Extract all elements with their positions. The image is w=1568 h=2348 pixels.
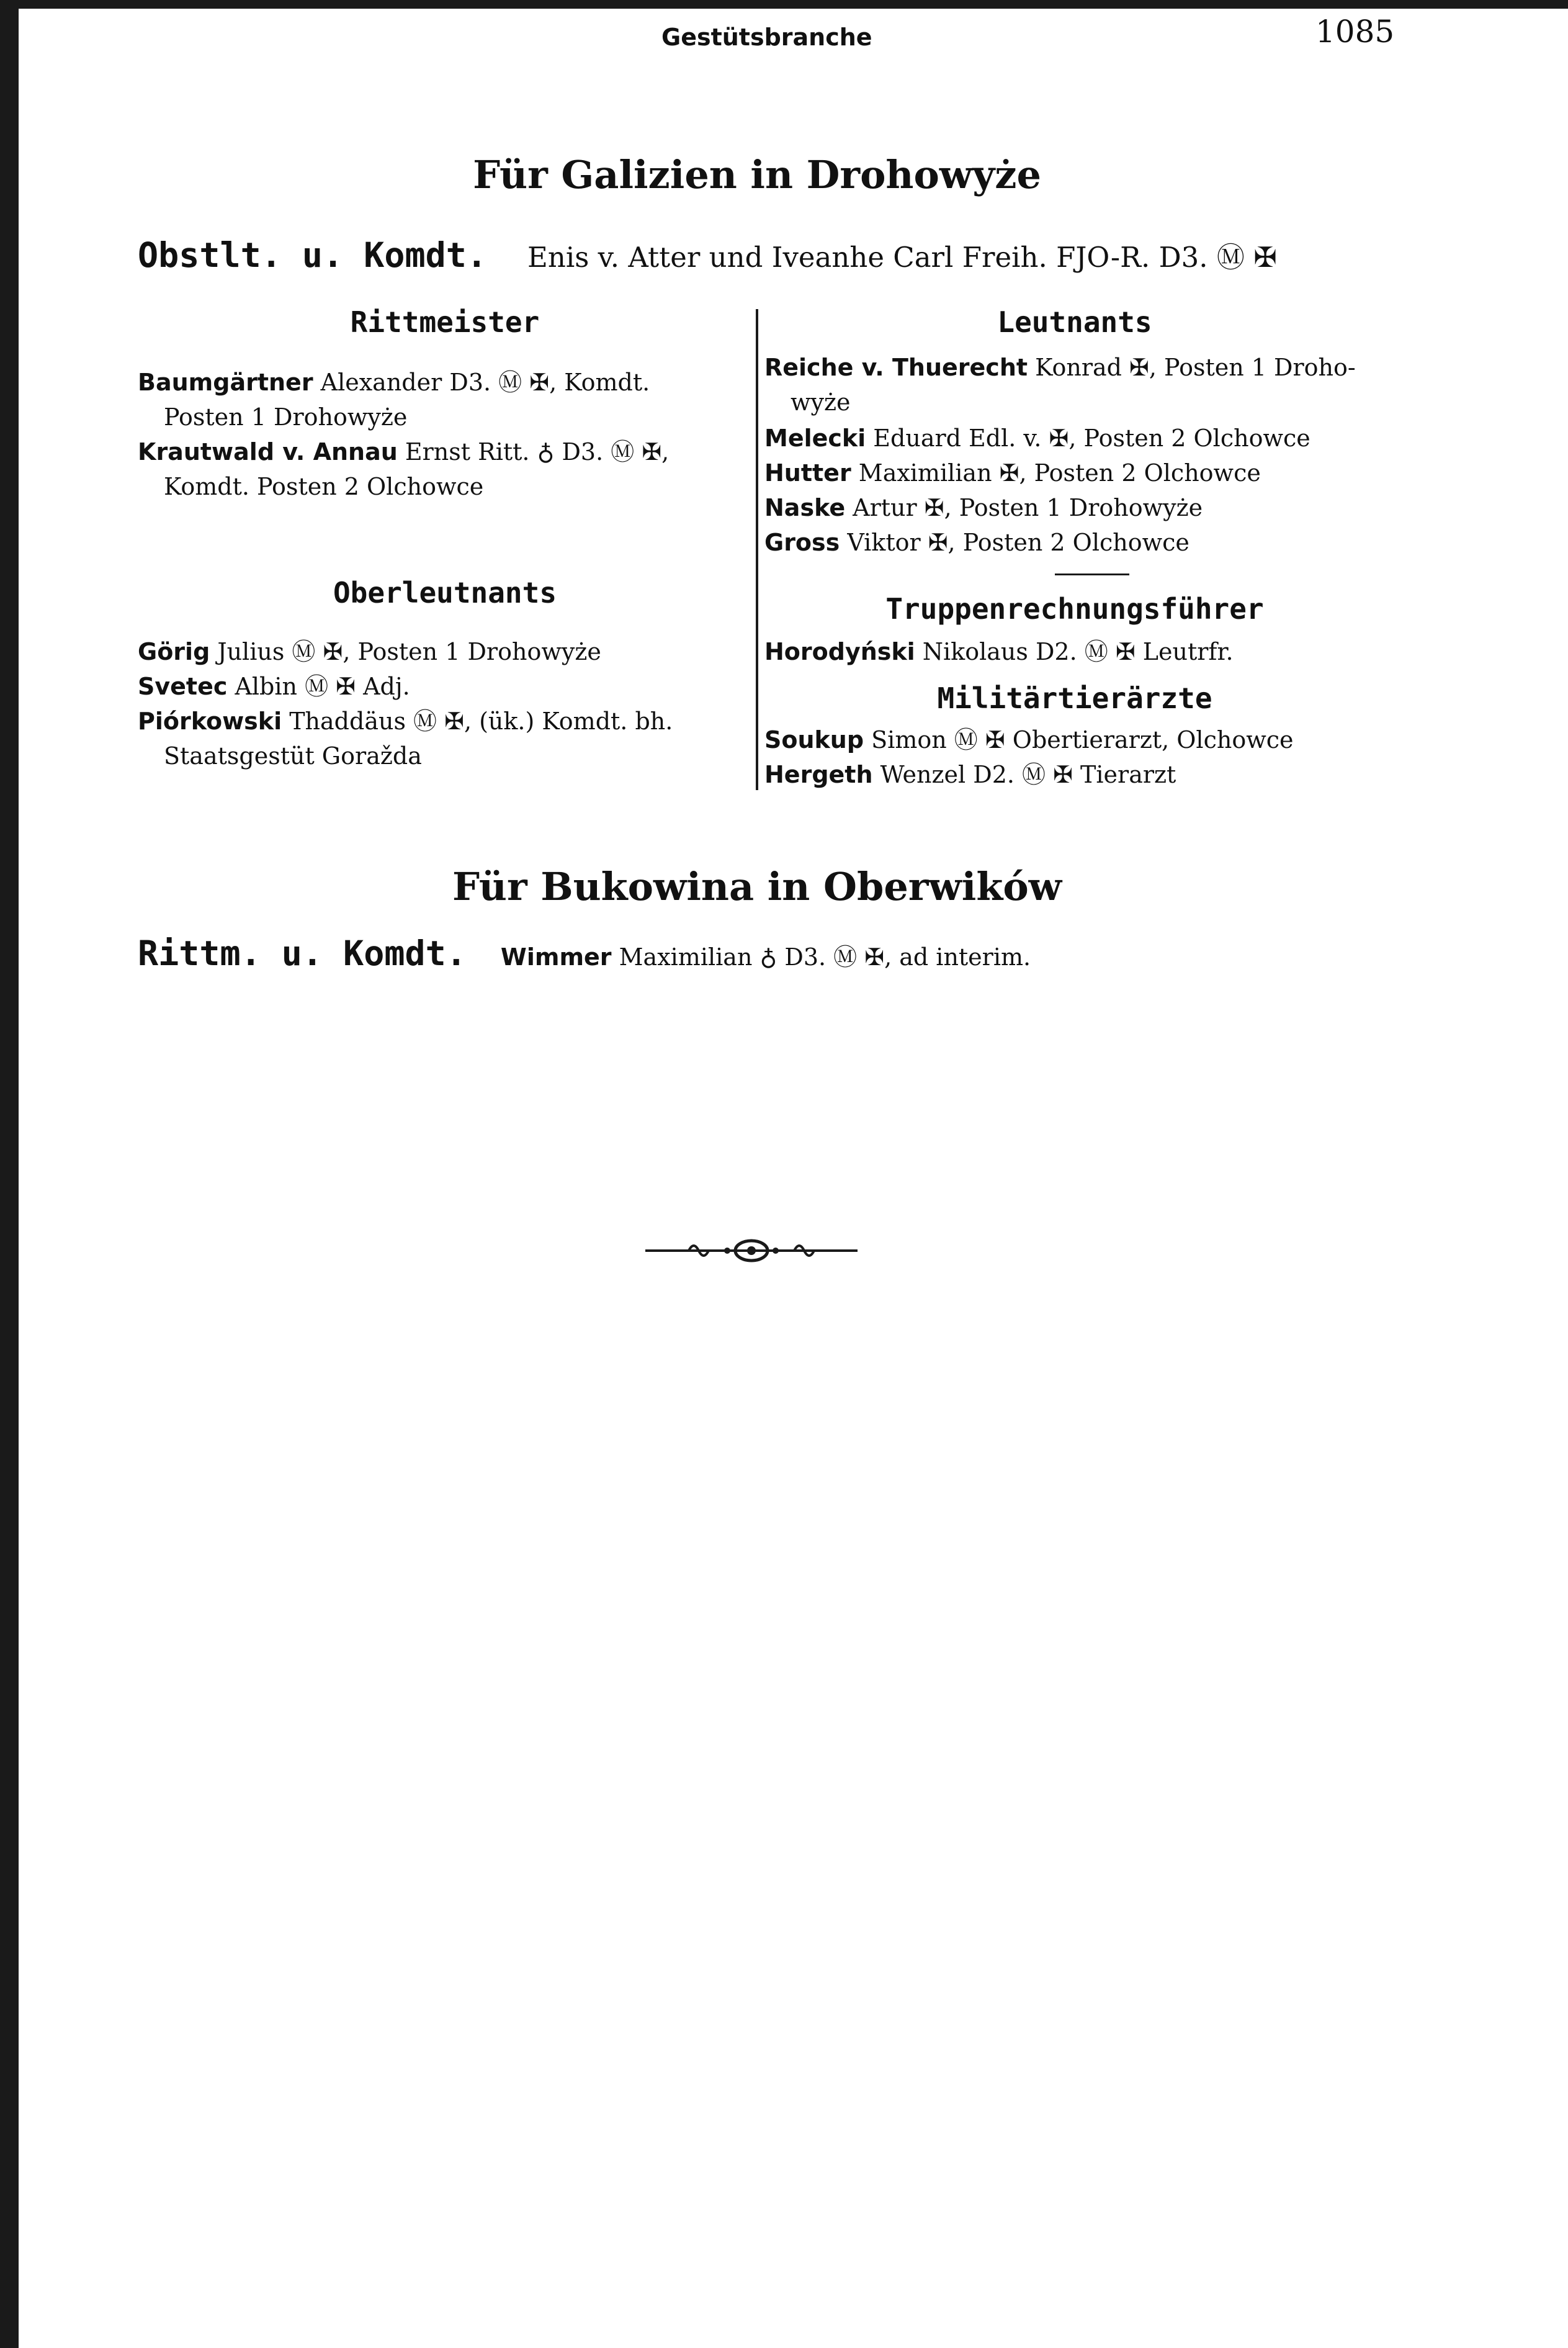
short-rule (1055, 574, 1129, 575)
list-item (764, 350, 1385, 420)
ornamental-divider-icon (645, 1232, 858, 1269)
entry-name: Hergeth (764, 761, 873, 788)
page-edge-left (0, 0, 19, 2348)
heading-militaertieraerzte: Militärtierärzte (937, 681, 1212, 715)
bukowina-commander (138, 933, 1031, 974)
entry-text: Konrad ✠, Posten 1 Droho- (1028, 354, 1356, 381)
running-title: Gestütsbranche (661, 24, 872, 51)
list-item (764, 722, 1385, 757)
list-item (764, 757, 1385, 792)
entry-continuation: Komdt. Posten 2 Olchowce (164, 473, 484, 500)
heading-rittmeister: Rittmeister (350, 305, 540, 339)
list-item (764, 634, 1385, 669)
entry-text: Eduard Edl. v. ✠, Posten 2 Olchowce (866, 425, 1310, 452)
commander-text: Maximilian ♁ D3. Ⓜ ✠, ad interim. (611, 943, 1031, 971)
entry-text: Ernst Ritt. ♁ D3. Ⓜ ✠, (397, 438, 670, 466)
section-title-bukowina: Für Bukowina in Oberwików (452, 864, 1062, 909)
page-edge-top (19, 0, 1568, 9)
commander-label: Obstlt. u. Komdt. (138, 235, 487, 275)
list-item (764, 490, 1385, 525)
list-item (764, 421, 1385, 456)
page-number: 1085 (1315, 14, 1395, 50)
entry-name: Krautwald v. Annau (138, 438, 398, 466)
heading-truppenrechnungsfuehrer: Truppenrechnungsführer (885, 592, 1264, 626)
list-item (764, 525, 1385, 560)
entry-text: Maximilian ✠, Posten 2 Olchowce (851, 459, 1261, 487)
list-item (138, 365, 752, 434)
entry-name: Piórkowski (138, 708, 282, 735)
commander-text: Enis v. Atter und Iveanhe Carl Freih. FJO-R. D3. Ⓜ ✠ (527, 241, 1277, 274)
entry-continuation: Staatsgestüt Goražda (164, 742, 422, 770)
entry-name: Melecki (764, 425, 866, 452)
heading-oberleutnants: Oberleutnants (333, 576, 557, 609)
entry-name: Horodyński (764, 638, 915, 665)
entry-continuation: wyże (791, 389, 851, 416)
entry-text: Julius Ⓜ ✠, Posten 1 Drohowyże (210, 638, 601, 665)
list-item (138, 434, 752, 504)
entry-name: Svetec (138, 673, 228, 700)
entry-name: Reiche v. Thuerecht (764, 354, 1028, 381)
entry-text: Nikolaus D2. Ⓜ ✠ Leutrfr. (915, 638, 1234, 665)
entry-text: Alexander D3. Ⓜ ✠, Komdt. (313, 369, 650, 396)
entry-name: Naske (764, 494, 846, 521)
entry-text: Artur ✠, Posten 1 Drohowyże (845, 494, 1203, 521)
list-item (138, 669, 752, 704)
entry-text: Viktor ✠, Posten 2 Olchowce (840, 529, 1189, 556)
entry-text: Thaddäus Ⓜ ✠, (ük.) Komdt. bh. (282, 708, 673, 735)
heading-leutnants: Leutnants (997, 305, 1152, 339)
entry-name: Soukup (764, 726, 864, 753)
entry-name: Gross (764, 529, 840, 556)
entry-text: Simon Ⓜ ✠ Obertierarzt, Olchowce (864, 726, 1294, 753)
entry-continuation: Posten 1 Drohowyże (164, 403, 408, 431)
section-title-galizien: Für Galizien in Drohowyże (473, 152, 1041, 197)
entry-text: Wenzel D2. Ⓜ ✠ Tierarzt (872, 761, 1176, 788)
list-item (138, 634, 752, 669)
entry-name: Baumgärtner (138, 369, 313, 396)
commander-label: Rittm. u. Komdt. (138, 933, 467, 973)
entry-text: Albin Ⓜ ✠ Adj. (227, 673, 410, 700)
list-item (138, 704, 752, 773)
commander-name: Wimmer (500, 943, 612, 971)
galizien-commander (138, 235, 1277, 275)
entry-name: Hutter (764, 459, 851, 487)
column-divider (756, 309, 758, 790)
list-item (764, 456, 1385, 490)
entry-name: Görig (138, 638, 210, 665)
